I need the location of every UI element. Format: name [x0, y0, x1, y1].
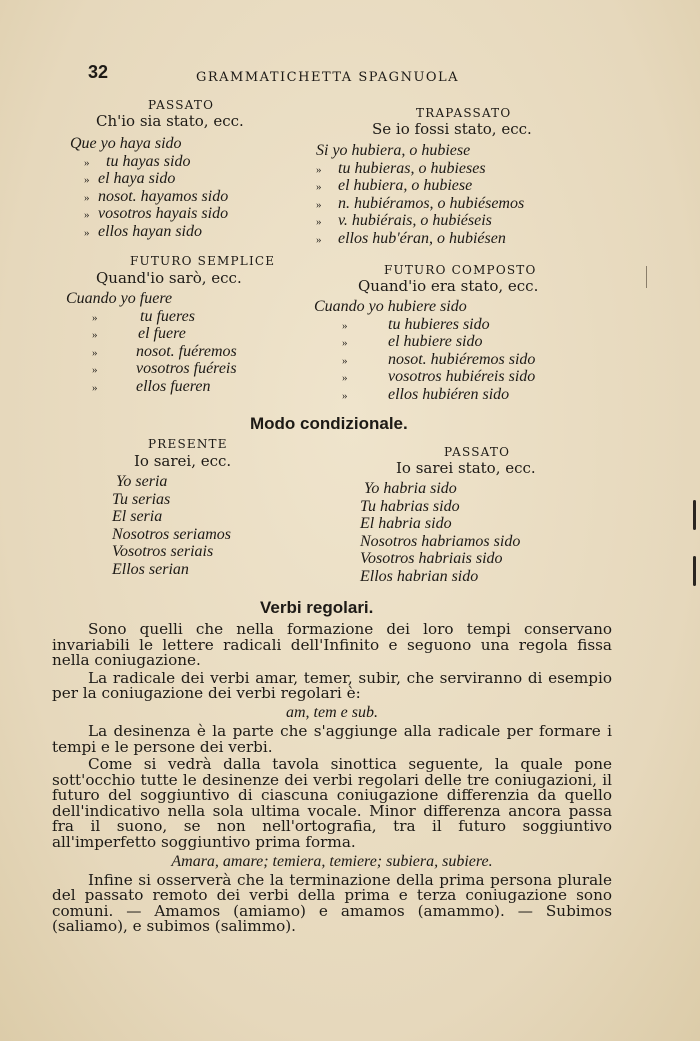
page-number: 32	[88, 62, 109, 82]
conjugation-text: Si yo hubiera, o hubiese	[316, 142, 471, 159]
conjugation-line	[112, 543, 231, 561]
conjugation-text: Nosotros seriamos	[112, 525, 231, 543]
conjugation-text: Ellos serian	[112, 560, 189, 578]
conjugation-line	[112, 561, 231, 579]
page-edge-mark	[693, 500, 696, 530]
conjugation-text: v. hubiérais, o hubiéseis	[338, 212, 492, 229]
conjugation-line	[360, 568, 520, 586]
conjugation-text: n. hubiéramos, o hubiésemos	[338, 194, 525, 212]
conjugation-text: Vosotros habriais sido	[360, 550, 503, 567]
ditto-mark: »	[92, 381, 98, 394]
conjugation-line	[316, 212, 524, 230]
conjugation-list	[70, 135, 228, 240]
conjugation-line	[314, 298, 535, 316]
conjugation-text: el fuere	[138, 325, 186, 342]
conjugation-line	[316, 195, 524, 213]
ditto-mark: »	[342, 372, 348, 384]
conjugation-line	[360, 480, 520, 498]
block-subtitle: Se io fossi stato, ecc.	[372, 120, 532, 138]
conjugation-text: ellos hayan sido	[98, 222, 202, 240]
example-line: am, tem e sub.	[286, 703, 378, 721]
conjugation-text: tu fueres	[140, 307, 195, 325]
ditto-mark: »	[84, 156, 90, 169]
page-edge-mark	[693, 556, 696, 586]
conjugation-line	[66, 343, 237, 361]
conjugation-text: tu hubieres sido	[388, 315, 490, 333]
conjugation-line	[70, 135, 228, 153]
conjugation-line	[316, 177, 524, 195]
conjugation-text: Que yo haya sido	[70, 135, 182, 152]
conjugation-line	[70, 153, 228, 171]
conjugation-line	[66, 325, 237, 343]
conjugation-text: ellos fueren	[136, 377, 211, 395]
example-line: Amara, amare; temiera, temiere; subiera, subiere.	[171, 853, 493, 870]
conjugation-text: Vosotros seriais	[112, 543, 214, 560]
block-heading: FUTURO SEMPLICE	[130, 254, 276, 268]
conjugation-line	[314, 316, 535, 334]
section-title-verbi-regolari: Verbi regolari.	[260, 598, 374, 617]
block-subtitle: Io sarei stato, ecc.	[396, 459, 536, 477]
conjugation-list	[316, 142, 524, 247]
conjugation-text: nosot. hayamos sido	[98, 187, 229, 205]
conjugation-text: Ellos habrian sido	[360, 567, 479, 585]
section-title-modo-condizionale: Modo condizionale.	[250, 414, 408, 433]
conjugation-text: el haya sido	[98, 170, 176, 187]
conjugation-line	[70, 170, 228, 188]
conjugation-line	[66, 378, 237, 396]
conjugation-text: Cuando yo hubiere sido	[314, 298, 467, 315]
ditto-mark: »	[84, 191, 90, 204]
conjugation-list	[360, 480, 520, 585]
conjugation-line	[314, 333, 535, 351]
conjugation-text: Yo seria	[116, 473, 168, 490]
conjugation-text: ellos hubiéren sido	[388, 385, 510, 403]
conjugation-text: Tu serias	[112, 490, 171, 508]
conjugation-text: nosot. fuéremos	[136, 342, 237, 360]
conjugation-text: nosot. hubiéremos sido	[388, 350, 536, 368]
conjugation-line	[66, 308, 237, 326]
conjugation-line	[66, 290, 237, 308]
conjugation-text: Cuando yo fuere	[66, 290, 173, 307]
ditto-mark: »	[316, 181, 322, 193]
conjugation-line	[316, 230, 524, 248]
paragraph: La desinenza è la parte che s'aggiunge alla radicale per formare i tempi e le persone dei verbi.	[52, 722, 612, 756]
paragraph: Infine si osserverà che la terminazione della prima persona plurale del passato remoto dei verbi della prima e terza coniugazione sono comuni. — Amamos (amiamo) e amamos (amammo). — Subimos (saliamo), e subimos (salimmo).	[52, 870, 612, 935]
ditto-mark: »	[316, 233, 322, 246]
conjugation-text: ellos hub'éran, o hubiésen	[338, 229, 506, 247]
conjugation-text: tu hubieras, o hubieses	[338, 159, 486, 177]
ditto-mark: »	[342, 319, 348, 332]
ditto-mark: »	[84, 226, 90, 239]
conjugation-line	[360, 533, 520, 551]
conjugation-text: vosotros hubiéreis sido	[388, 368, 536, 385]
conjugation-line	[112, 526, 231, 544]
block-heading: PASSATO	[148, 98, 215, 112]
conjugation-line	[70, 223, 228, 241]
block-heading: FUTURO COMPOSTO	[384, 263, 537, 277]
margin-rule-mark	[646, 266, 647, 288]
conjugation-line	[112, 491, 231, 509]
conjugation-list	[112, 473, 231, 578]
conjugation-list	[314, 298, 535, 403]
block-subtitle: Ch'io sia stato, ecc.	[96, 112, 244, 130]
ditto-mark: »	[92, 311, 98, 324]
verbi-regolari-body	[52, 622, 612, 935]
conjugation-line	[314, 351, 535, 369]
conjugation-line	[360, 515, 520, 533]
block-subtitle: Quand'io sarò, ecc.	[96, 269, 242, 287]
conjugation-text: el hubiere sido	[388, 333, 483, 350]
ditto-mark: »	[92, 329, 98, 341]
block-heading: PRESENTE	[148, 437, 228, 451]
block-heading: TRAPASSATO	[416, 106, 512, 120]
conjugation-text: El seria	[112, 508, 163, 525]
conjugation-line	[360, 498, 520, 516]
ditto-mark: »	[316, 198, 322, 211]
conjugation-text: el hubiera, o hubiese	[338, 177, 473, 194]
block-subtitle: Quand'io era stato, ecc.	[358, 277, 539, 295]
conjugation-line	[314, 386, 535, 404]
conjugation-line	[314, 368, 535, 386]
conjugation-line	[112, 508, 231, 526]
paragraph: Come si vedrà dalla tavola sinottica seguente, la quale pone sott'occhio tutte le desinenze dei verbi regolari delle tre coniugazioni, il futuro del soggiuntivo di ciascuna coniugazione differenzia da quello dell'indicativo nella sola ultima vocale. Minor differenza ancora passa fra il suono, se non nell'ortografia, tra il futuro soggiuntivo all'imperfetto soggiuntivo prima forma.	[52, 755, 612, 851]
conjugation-text: Tu habrias sido	[360, 497, 460, 515]
conjugation-line	[70, 188, 228, 206]
ditto-mark: »	[342, 354, 348, 367]
ditto-mark: »	[92, 346, 98, 359]
ditto-mark: »	[84, 209, 90, 221]
block-heading: PASSATO	[444, 445, 511, 459]
ditto-mark: »	[92, 364, 98, 376]
conjugation-line	[316, 160, 524, 178]
conjugation-line	[70, 205, 228, 223]
conjugation-text: El habria sido	[360, 515, 452, 532]
conjugation-text: Yo habria sido	[364, 480, 457, 497]
block-subtitle: Io sarei, ecc.	[134, 452, 232, 470]
paragraph: La radicale dei verbi amar, temer, subir, che serviranno di esempio per la coniugazione dei verbi regolari è:	[52, 668, 612, 702]
conjugation-text: Nosotros habriamos sido	[360, 532, 521, 550]
conjugation-line	[316, 142, 524, 160]
paragraph: Sono quelli che nella formazione dei loro tempi conservano invariabili le lettere radicali dell'Infinito e seguono una regola fissa nella coniugazione.	[52, 620, 612, 669]
conjugation-text: vosotros hayais sido	[98, 205, 229, 222]
ditto-mark: »	[84, 174, 90, 186]
ditto-mark: »	[316, 216, 322, 228]
conjugation-line	[360, 550, 520, 568]
conjugation-text: tu hayas sido	[106, 152, 191, 170]
ditto-mark: »	[342, 337, 348, 349]
ditto-mark: »	[342, 389, 348, 402]
conjugation-line	[112, 473, 231, 491]
conjugation-text: vosotros fuéreis	[136, 360, 237, 377]
conjugation-list	[66, 290, 237, 395]
ditto-mark: »	[316, 163, 322, 176]
conjugation-line	[66, 360, 237, 378]
running-title: GRAMMATICHETTA SPAGNUOLA	[196, 70, 460, 85]
